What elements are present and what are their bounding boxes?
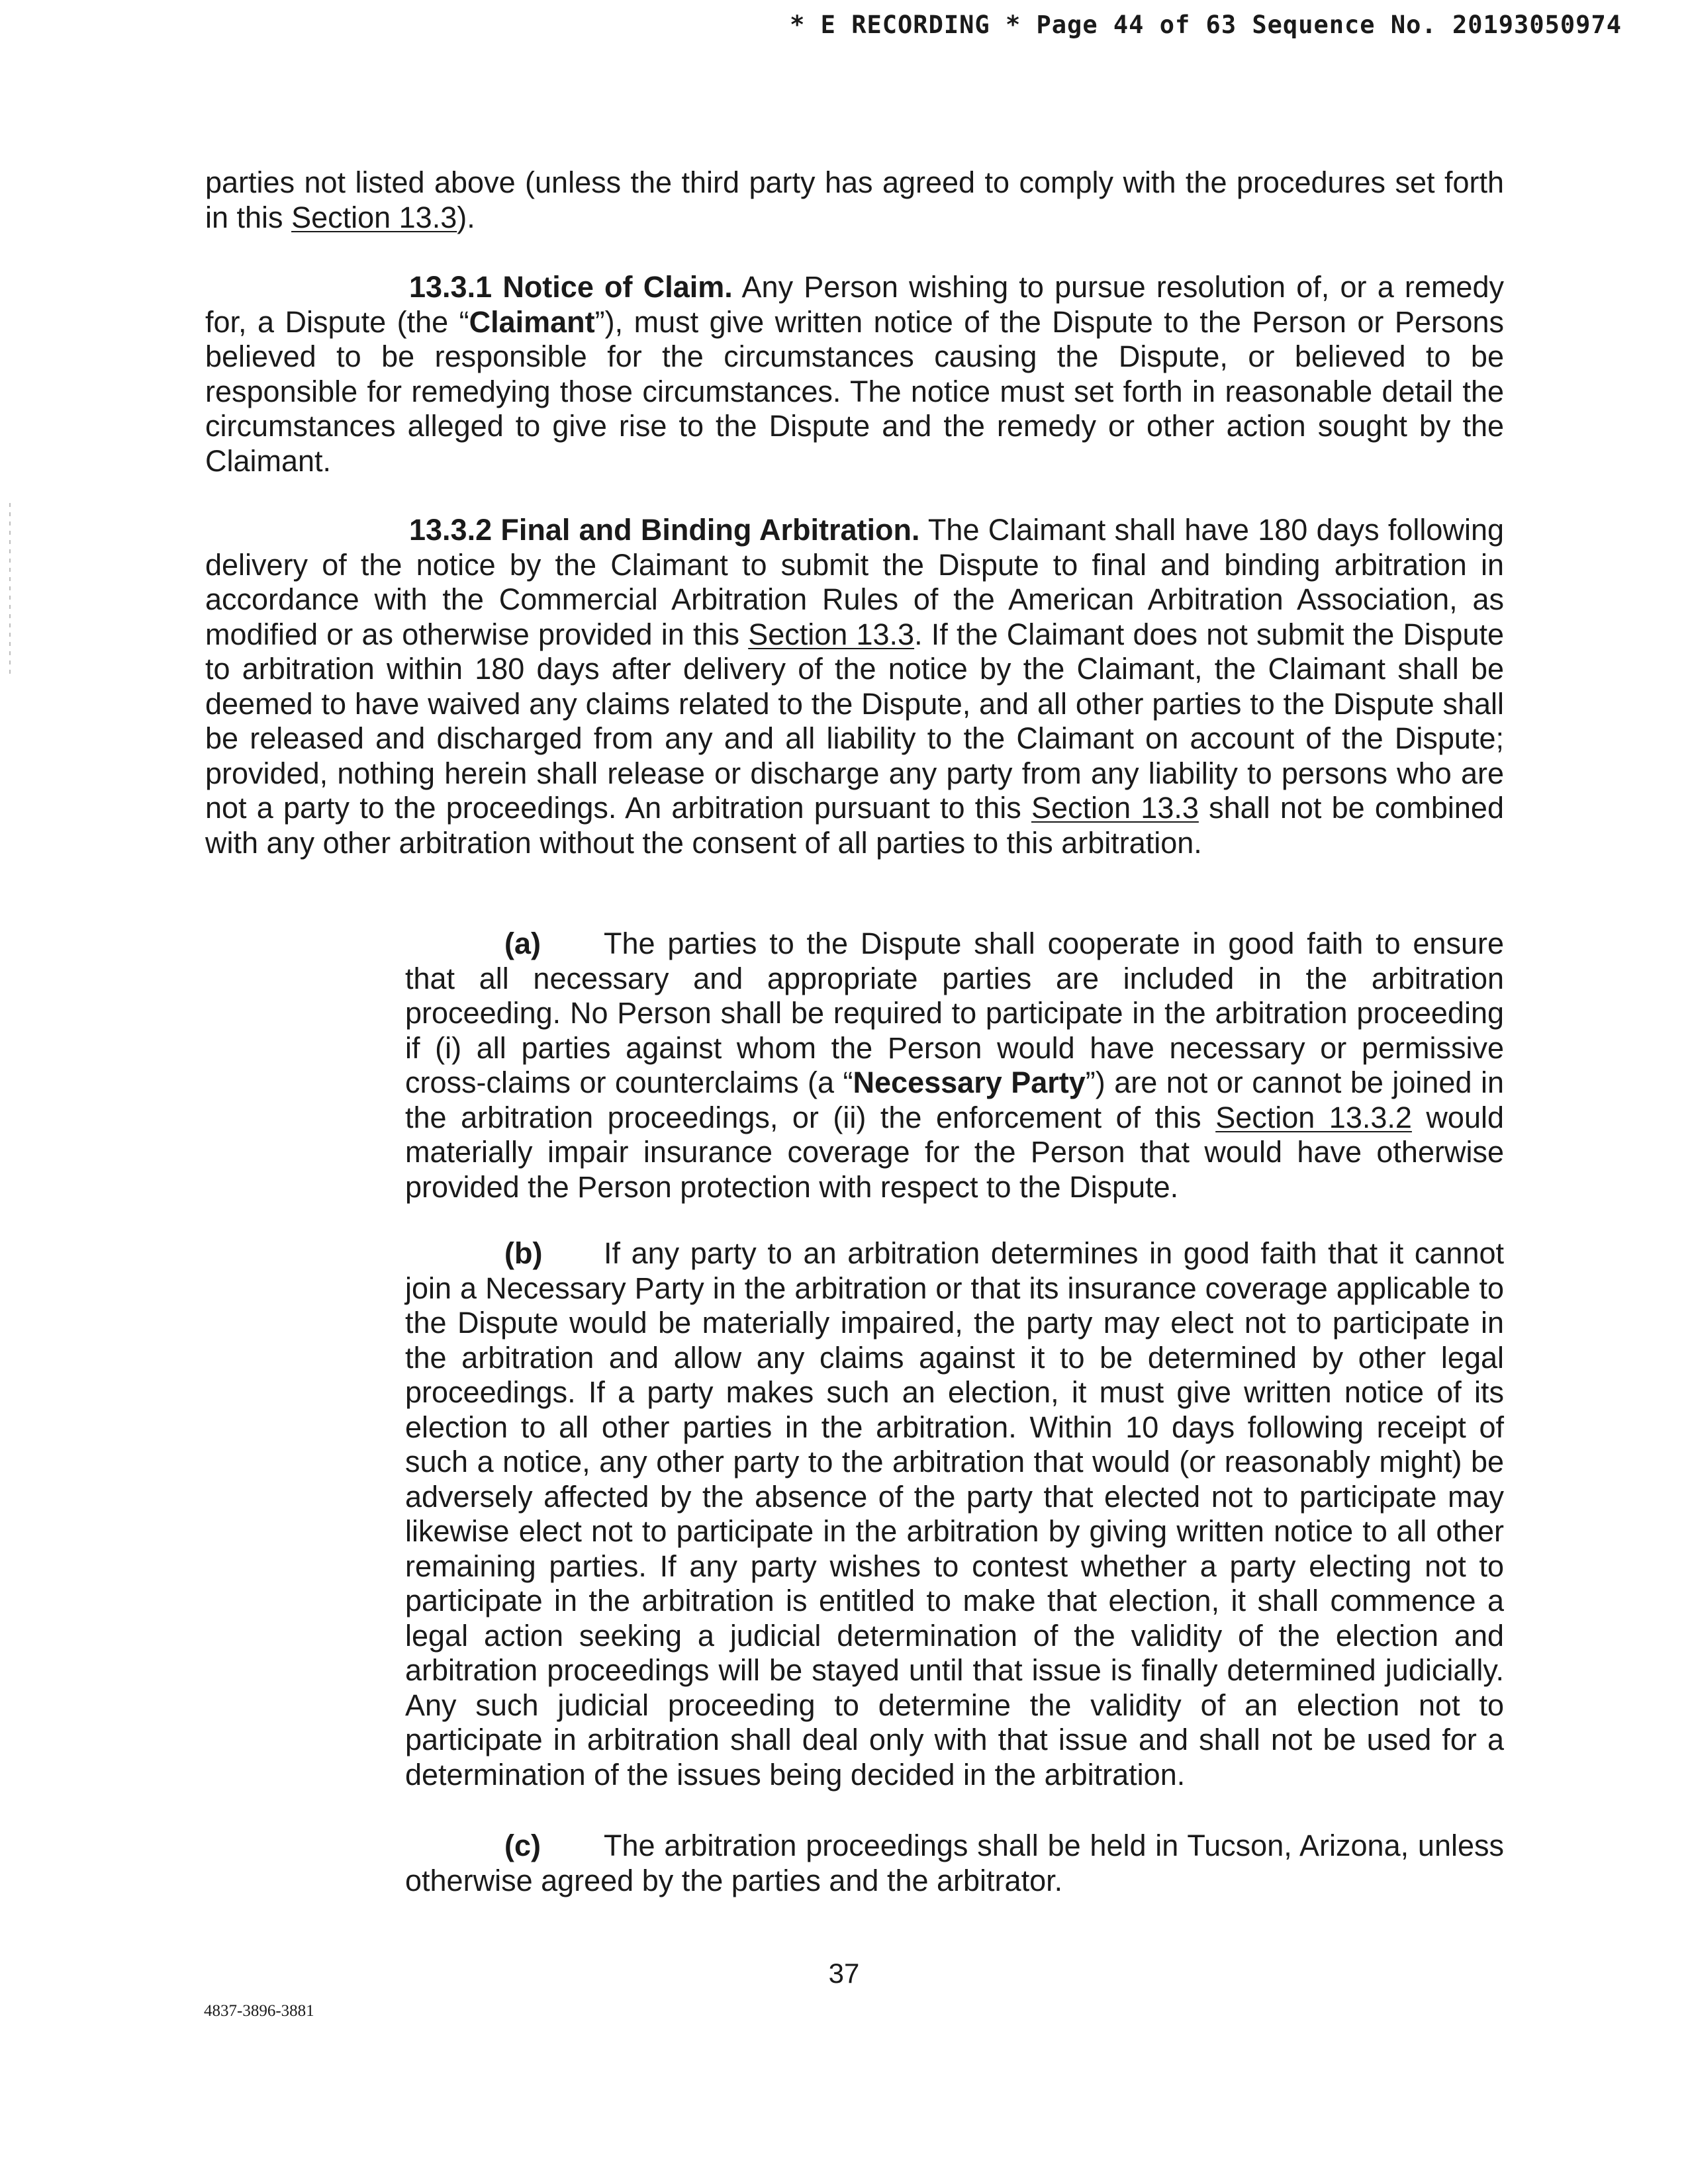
- defined-term: Claimant: [469, 304, 595, 339]
- subsection-label: (a): [504, 927, 541, 960]
- section-text: . If the Claimant does not submit the Dispute to arbitration within 180 days after delivery of the notice by the Claimant, the Claimant shall be deemed to have waived any claims related to the Dispute, and all other parties to the Dispute shall be released and discharged from any and all liability to the Claimant on account of the Dispute; provided, nothing herein shall release or discharge any party from any liability to persons who are not a party to the proceedings. An arbitration pursuant to this: [205, 617, 1505, 825]
- intro-paragraph: [205, 165, 1504, 235]
- section-13-3-1: [205, 270, 1504, 478]
- subsection-label: (b): [504, 1236, 543, 1270]
- section-reference: Section 13.3.2: [1215, 1100, 1412, 1134]
- scan-artifact-mark: [9, 503, 11, 675]
- section-reference: Section 13.3: [1031, 791, 1199, 825]
- subsection-c: [405, 1829, 1504, 1898]
- section-heading: 13.3.1 Notice of Claim.: [409, 270, 733, 304]
- recording-header: * E RECORDING * Page 44 of 63 Sequence No. 20193050974: [790, 11, 1622, 39]
- subsection-label: (c): [504, 1829, 541, 1862]
- section-text: ”), must give written notice of the Dispute to the Person or Persons believed to be responsible for the circumstances causing the Dispute, or believed to be responsible for remedying those circumstances. The notice must set forth in reasonable detail the circumstances alleged to give rise to the Dispute and the remedy or other action sought by the Claimant.: [205, 304, 1504, 478]
- defined-term: Necessary Party: [853, 1066, 1086, 1099]
- section-reference: Section 13.3: [291, 200, 457, 234]
- section-text: shall not be combined with any other arbitration without the consent of all parties to this arbitration.: [205, 791, 1504, 860]
- section-text: The Claimant shall have 180 days following delivery of the notice by the Claimant to submit the Dispute to final and binding arbitration in accordance with the Commercial Arbitration Rules of the American Arbitration Association, as modified or as otherwise provided in this: [205, 513, 1504, 651]
- section-text: Any Person wishing to pursue resolution of, or a remedy for, a Dispute (the “: [205, 270, 1504, 339]
- subsection-text: If any party to an arbitration determines in good faith that it cannot join a Necessary Party in the arbitration or that its insurance coverage applicable to the Dispute would be materially impaired, the party may elect not to participate in the arbitration and allow any claims against it to be determined by other legal proceedings. If a party makes such an election, it must give written notice of its election to all other parties in the arbitration. Within 10 days following receipt of such a notice, any other party to the arbitration that would (or reasonably might) be adversely affected by the absence of the party that elected not to participate may likewise elect not to participate in the arbitration by giving written notice to all other remaining parties. If any party wishes to contest whether a party electing not to participate in the arbitration is entitled to make that election, it shall commence a legal action seeking a judicial determination of the validity of the election and arbitration proceedings will be stayed until that issue is finally determined judicially. Any such judicial proceeding to determine the validity of an election not to participate in arbitration shall deal only with that issue and shall not be used for a determination of the issues being decided in the arbitration.: [405, 1236, 1504, 1792]
- intro-text-end: ).: [457, 200, 475, 234]
- subsection-text: The parties to the Dispute shall cooperate in good faith to ensure that all necessary and appropriate parties are included in the arbitration proceeding. No Person shall be required to participate in the arbitration proceeding if (i) all parties against whom the Person would have necessary or permissive cross-claims or counterclaims (a “: [405, 927, 1504, 1099]
- subsection-text: would materially impair insurance coverage for the Person that would have otherwise provided the Person protection with respect to the Dispute.: [405, 1100, 1505, 1204]
- subsection-b: [405, 1236, 1504, 1792]
- subsection-text: The arbitration proceedings shall be held in Tucson, Arizona, unless otherwise agreed by the parties and the arbitrator.: [405, 1829, 1504, 1897]
- document-id: 4837-3896-3881: [204, 2002, 314, 2020]
- page-number: 37: [828, 1958, 860, 1989]
- section-reference: Section 13.3: [748, 617, 915, 651]
- subsection-text: ”) are not or cannot be joined in the arbitration proceedings, or (ii) the enforcement of this: [405, 1066, 1504, 1134]
- section-heading: 13.3.2 Final and Binding Arbitration.: [409, 513, 920, 547]
- section-13-3-2: [205, 513, 1504, 860]
- subsection-a: [405, 927, 1504, 1205]
- intro-text: parties not listed above (unless the third party has agreed to comply with the procedures set forth in this: [205, 165, 1504, 234]
